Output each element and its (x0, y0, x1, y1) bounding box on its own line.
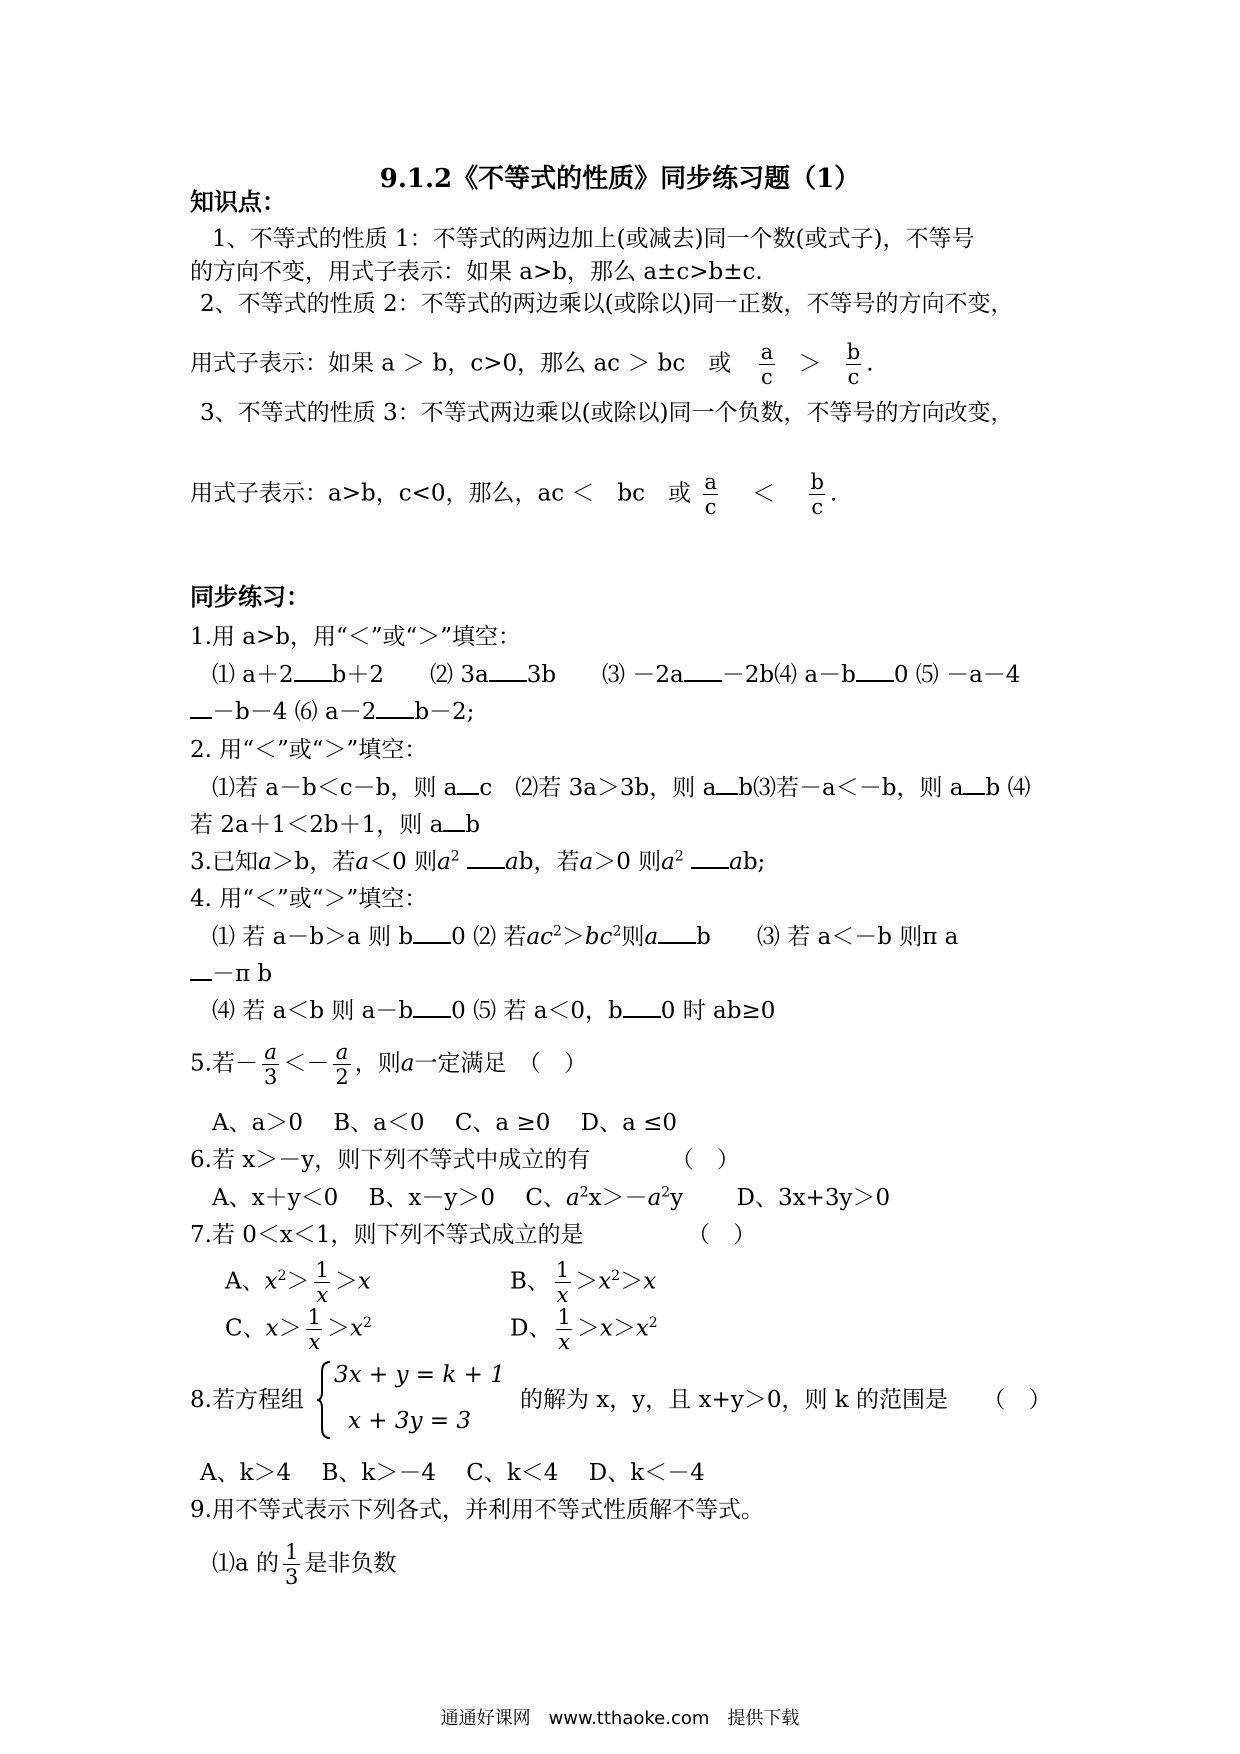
blank[interactable] (963, 773, 985, 795)
question-3: 3.已知a＞b，若a＜0 则$a^2$ ab，若a＞0 则$a^2$ ab; (190, 848, 766, 875)
blank[interactable] (658, 922, 696, 944)
blank[interactable] (413, 996, 451, 1018)
property-2-text: 用式子表示：如果 a ＞ b，c>0，那么 ac ＞ bc 或 (190, 350, 732, 377)
question-4-items: ⑴ 若 a－b＞a 则 b 0 ⑵ 若$ac^2>bc^2$则a b ⑶ 若 a＜－b 则π a (212, 923, 959, 950)
question-8-text: 的解为 x，y，且 x+y＞0，则 k 的范围是 （ ） (520, 1387, 1052, 1413)
fraction-a-over-c-2: $\frac{a}{c}$ (704, 470, 717, 519)
question-9-item-1: ⑴a 的 $\frac{1}{3}$ 是非负数 (212, 1540, 397, 1589)
question-9: 9.用不等式表示下列各式，并利用不等式性质解不等式。 (190, 1497, 764, 1523)
fraction-b-over-c: $\frac{b}{c}$ (846, 340, 861, 389)
question-6-options: A、x＋y＜0 B、x－y＞0 C、$a^2x>-a^2y$ D、3x+3y＞0 (212, 1184, 891, 1211)
question-1-items-cont: －b－4 ⑹ a－2 b－2; (190, 697, 474, 727)
question-2-items: ⑴若 a－b＜c－b，则 a c ⑵若 3a＞3b，则 a b⑶若－a＜－b，则 a b ⑷ (212, 775, 1031, 801)
question-8-options: A、k＞4 B、k＞－4 C、k＜4 D、k＜－4 (200, 1460, 705, 1486)
question-8: 8.若方程组 (190, 1387, 304, 1413)
blank[interactable] (623, 996, 661, 1018)
property-2-line-1: 2、不等式的性质 2：不等式的两边乘以(或除以)同一正数，不等号的方向不变， (200, 291, 1014, 317)
blank[interactable] (489, 660, 527, 682)
blank[interactable] (413, 922, 451, 944)
brace-icon (316, 1360, 332, 1440)
blank[interactable] (856, 660, 894, 682)
question-7: 7.若 0＜x＜1，则下列不等式成立的是 （ ） (190, 1222, 756, 1248)
blank[interactable] (294, 660, 332, 682)
page-title: 9.1.2《不等式的性质》同步练习题（1） (379, 164, 861, 194)
question-5: 5.若－ $\frac{a}{3}$ ＜－ $\frac{a}{2}$ ，则a一定满足 （ ） (190, 1040, 587, 1089)
blank[interactable] (691, 847, 729, 869)
blank[interactable] (467, 847, 505, 869)
question-2-items-cont: 若 2a＋1＜2b＋1，则 a b (190, 812, 481, 838)
lt-sign: ＜ (752, 480, 776, 507)
property-1-line-1: 1、不等式的性质 1：不等式的两边加上(或减去)同一个数(或式子)，不等号 (212, 226, 975, 252)
question-7-option-c: C、x＞ $\frac{1}{x}$ $>x^2$ (225, 1305, 372, 1354)
question-5-options: A、a＞0 B、a＜0 C、a ≥0 D、a ≤0 (212, 1110, 678, 1136)
fraction-one-third: $\frac{1}{3}$ (285, 1540, 299, 1589)
question-2: 2. 用“＜”或“＞”填空： (190, 737, 428, 763)
blank[interactable] (716, 773, 738, 795)
blank[interactable] (376, 697, 414, 719)
blank[interactable] (457, 773, 479, 795)
question-1: 1.用 a>b，用“＜”或“＞”填空： (190, 624, 521, 650)
fraction-a-over-3: $\frac{a}{3}$ (263, 1040, 278, 1089)
property-2-line-2: 用式子表示：如果 a ＞ b，c>0，那么 ac ＞ bc 或 $\frac{a}{c}$ ＞ $\frac{b}{c}$ . (190, 340, 874, 389)
equation-1: 3x + y = k + 1 (334, 1362, 505, 1388)
property-3-text: 用式子表示：a>b，c<0，那么，ac ＜ bc 或 (190, 480, 692, 507)
blank[interactable] (190, 697, 212, 719)
question-7-option-b: B、 $\frac{1}{x}$ $>x^2>x$ (510, 1258, 657, 1307)
question-1-items: ⑴ a＋2 b＋2 ⑵ 3a 3b ⑶ －2a －2b⑷ a－b 0 ⑸ －a－4 (212, 662, 1021, 688)
question-4: 4. 用“＜”或“＞”填空： (190, 886, 428, 912)
question-7-option-d: D、 $\frac{1}{x}$ $>x>x^2$ (510, 1305, 658, 1354)
practice-heading: 同步练习： (190, 582, 310, 611)
gt-sign: ＞ (798, 350, 822, 377)
property-1-line-2: 的方向不变，用式子表示：如果 a>b，那么 a±c>b±c. (190, 259, 763, 285)
property-3-line-1: 3、不等式的性质 3：不等式两边乘以(或除以)同一个负数，不等号的方向改变， (200, 400, 1014, 426)
fraction-b-over-c-2: $\frac{b}{c}$ (810, 470, 824, 519)
question-4-items-cont: －π b (190, 959, 272, 989)
question-4-items-2: ⑷ 若 a＜b 则 a－b 0 ⑸ 若 a＜0，b 0 时 ab≥0 (212, 998, 776, 1024)
fraction-a-over-2: $\frac{a}{2}$ (335, 1040, 349, 1089)
blank[interactable] (443, 810, 465, 832)
blank[interactable] (190, 959, 212, 981)
fraction-a-over-c: $\frac{a}{c}$ (760, 340, 774, 389)
property-3-line-2: 用式子表示：a>b，c<0，那么，ac ＜ bc 或 $\frac{a}{c}$ ＜ $\frac{b}{c}$ . (190, 470, 838, 519)
footer: 通通好课网 www.tthaoke.com 提供下载 (440, 1708, 800, 1729)
question-7-option-a: A、$x^2>$ $\frac{1}{x}$ ＞x (225, 1258, 371, 1307)
question-6: 6.若 x＞－y，则下列不等式中成立的有 （ ） (190, 1147, 740, 1173)
blank[interactable] (684, 660, 722, 682)
equation-2: x + 3y = 3 (348, 1408, 472, 1434)
knowledge-heading: 知识点： (190, 187, 286, 216)
